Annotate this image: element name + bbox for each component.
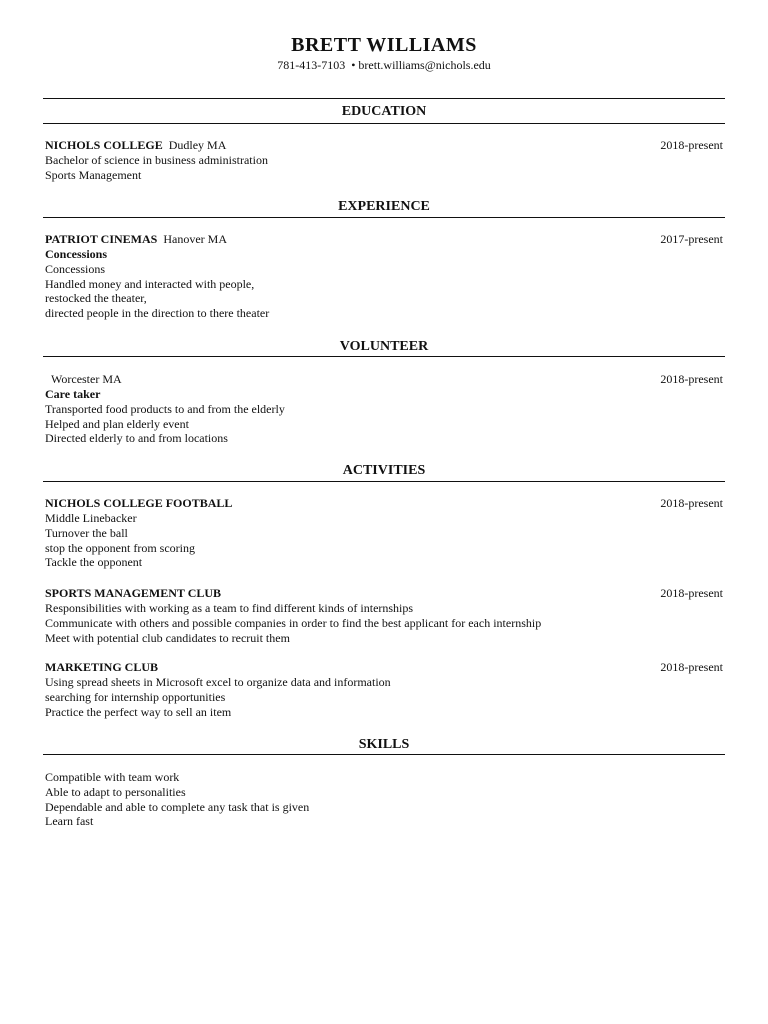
volunteer-line: Helped and plan elderly event (45, 416, 189, 431)
activity-name: NICHOLS COLLEGE FOOTBALL (45, 496, 233, 510)
skill-item: Compatible with team work (45, 770, 180, 784)
skill-item: Dependable and able to complete any task that is given (45, 799, 310, 814)
experience-dates: 2017-present (660, 232, 723, 246)
volunteer-role: Care taker (45, 387, 101, 401)
activity-entry (45, 660, 725, 719)
activity-line: Meet with potential club candidates to recruit them (45, 630, 290, 645)
job-role: Concessions (45, 247, 108, 261)
volunteer-dates: 2018-present (660, 372, 723, 386)
experience-line: restocked the theater, (45, 291, 147, 306)
activity-line: Tackle the opponent (45, 555, 143, 570)
activity-dates: 2018-present (660, 660, 723, 674)
activity-line: Communicate with others and possible companies in order to find the best applicant for each internship (45, 615, 542, 630)
education-entry (45, 138, 725, 183)
experience-line: directed people in the direction to there theater (45, 306, 270, 321)
activity-entry (45, 586, 725, 645)
activity-line: Middle Linebacker (45, 511, 137, 525)
experience-line: Handled money and interacted with people, (45, 276, 255, 291)
education-line: Sports Management (45, 167, 142, 182)
email-address[interactable]: brett.williams@nichols.edu (358, 58, 491, 72)
activity-line: Practice the perfect way to sell an item (45, 704, 232, 719)
skill-item: Learn fast (45, 814, 94, 829)
education-line: Bachelor of science in business administration (45, 153, 268, 167)
skill-item: Able to adapt to personalities (45, 784, 186, 799)
phone-number: 781-413-7103 (277, 58, 346, 72)
school-name: NICHOLS COLLEGE (45, 138, 163, 152)
skills-title: SKILLS (358, 737, 410, 752)
contact-separator: • (351, 58, 356, 72)
experience-line: Concessions (45, 261, 105, 276)
school-location: Dudley MA (168, 138, 227, 152)
activity-line: Using spread sheets in Microsoft excel to organize data and information (45, 675, 391, 689)
section-rule (43, 98, 725, 99)
section-rule (43, 217, 725, 218)
activity-name: MARKETING CLUB (45, 660, 159, 674)
contact-line (0, 58, 768, 73)
education-title: EDUCATION (341, 104, 427, 119)
candidate-name: BRETT WILLIAMS (291, 34, 477, 56)
activity-dates: 2018-present (660, 496, 723, 510)
section-rule (43, 356, 725, 357)
volunteer-title: VOLUNTEER (339, 339, 429, 354)
activity-name: SPORTS MANAGEMENT CLUB (45, 586, 222, 600)
activity-entry (45, 496, 725, 570)
skills-list (45, 770, 725, 829)
activity-line: Responsibilities with working as a team to find different kinds of internships (45, 601, 414, 615)
activities-title: ACTIVITIES (342, 463, 426, 478)
activity-line: searching for internship opportunities (45, 689, 226, 704)
experience-title: EXPERIENCE (338, 199, 430, 214)
activity-line: Turnover the ball (45, 525, 128, 540)
volunteer-location: Worcester MA (51, 372, 122, 386)
volunteer-line: Directed elderly to and from locations (45, 431, 228, 446)
volunteer-line: Transported food products to and from the elderly (45, 401, 285, 416)
section-rule (43, 481, 725, 482)
education-dates: 2018-present (660, 138, 723, 152)
employer-name: PATRIOT CINEMAS (45, 232, 158, 246)
employer-location: Hanover MA (163, 232, 228, 246)
experience-entry (45, 232, 725, 321)
section-rule (43, 754, 725, 755)
activity-line: stop the opponent from scoring (45, 540, 195, 555)
activity-dates: 2018-present (660, 586, 723, 600)
section-rule (43, 123, 725, 124)
volunteer-entry (45, 372, 725, 446)
